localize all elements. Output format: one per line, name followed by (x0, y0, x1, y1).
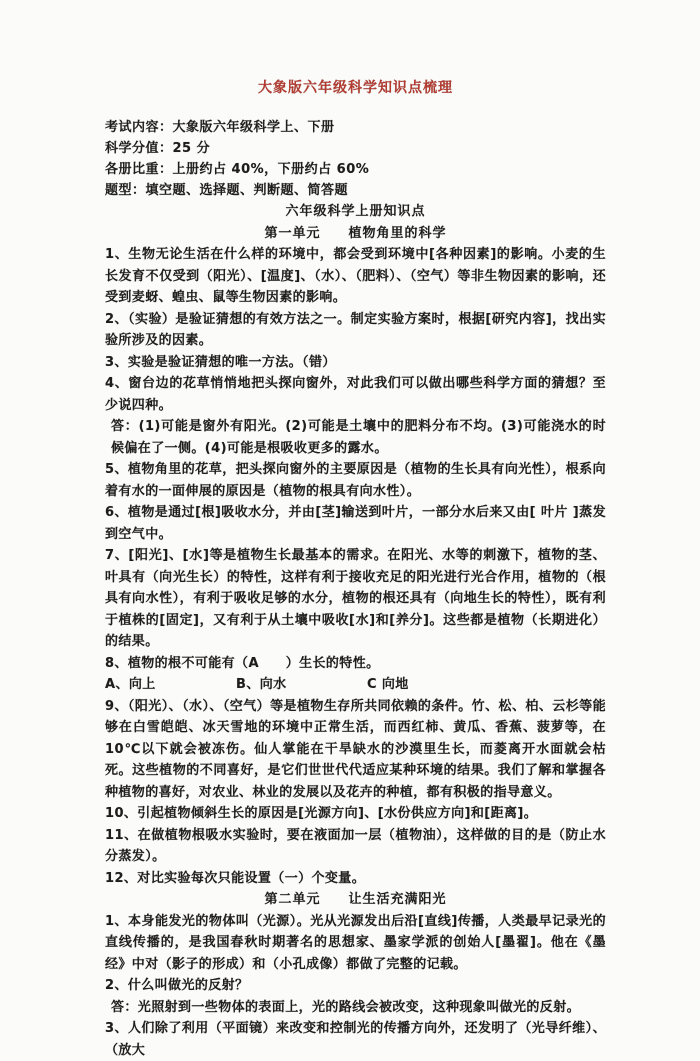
knowledge-point-paragraph: 12、对比实验每次只能设置（一）个变量。 (105, 870, 366, 886)
knowledge-point-paragraph: 1、本身能发光的物体叫（光源）。光从光源发出后沿[直线]传播，人类最早记录光的直线传播的，是我国春秋时期著名的思想家、墨家学派的创始人[墨翟]。他在《墨经》中对（影子的形成）和（小孔成像）都做了完整的记载。 (105, 913, 606, 972)
meta-line-question-types: 题型：填空题、选择题、判断题、简答题 (105, 183, 349, 198)
knowledge-point-paragraph: 11、在做植物根吸水实验时，要在液面加一层（植物油），这样做的目的是（防止水分蒸发）。 (105, 827, 606, 864)
knowledge-point-paragraph: 8、植物的根不可能有（A ）生长的特性。 (105, 655, 380, 671)
knowledge-point-paragraph: 9、（阳光）、（水）、（空气）等是植物生存所共同依赖的条件。竹、松、柏、云杉等能够在白雪皑皑、冰天雪地的环境中正常生活，而西红柿、黄瓜、香蕉、菠萝等，在 10℃以下就会被冻伤。仙人掌能在干旱缺水的沙漠里生长，而菱离开水面就会枯死。这些植物的不同喜好，是它们世世代代适应某种环境的结果。我们了解和掌握各种植物的喜好，对农业、林业的发展以及花卉的种植，都有积极的指导意义。 (105, 698, 606, 800)
knowledge-point-paragraph: 2、（实验）是验证猜想的有效方法之一。制定实验方案时，根据[研究内容]，找出实验所涉及的因素。 (105, 311, 606, 348)
knowledge-point-paragraph: 2、什么叫做光的反射？ (105, 978, 249, 993)
knowledge-point-paragraph: 1、生物无论生活在什么样的环境中，都会受到环境中[各种因素]的影响。小麦的生长发育不仅受到（阳光）、[温度]、（水）、（肥料）、（空气）等非生物因素的影响，还受到麦蚜、蝗虫、鼠等生物因素的影响。 (105, 247, 606, 305)
answer-line: 答：光照射到一些物体的表面上，光的路线会被改变，这种现象叫做光的反射。 (111, 999, 581, 1015)
section-heading: 六年级科学上册知识点 (285, 204, 426, 219)
meta-line-exam-content: 考试内容：大象版六年级科学上、下册 (105, 120, 335, 135)
knowledge-point-paragraph: 3、实验是验证猜想的唯一方法。（错） (105, 354, 336, 370)
knowledge-point-paragraph: 5、植物角里的花草，把头探向窗外的主要原因是（植物的生长具有向光性），根系向着有水的一面伸展的原因是（植物的根具有向水性）。 (105, 462, 606, 499)
section-heading: 第二单元 让生活充满阳光 (264, 892, 447, 907)
knowledge-point-paragraph: 10、引起植物倾斜生长的原因是[光源方向]、[水份供应方向]和[距离]。 (105, 806, 538, 821)
knowledge-point-paragraph: 7、[阳光]、[水]等是植物生长最基本的需求。在阳光、水等的刺激下，植物的茎、叶具有（向光生长）的特性，这样有利于接收充足的阳光进行光合作用，植物的（根具有向水性），有利于吸收足够的水分，植物的根还具有（向地生长的特性），既有利于植株的[固定]，又有利于从土壤中吸收[水]和[养分]。这些都是植物（长期进化）的结果。 (105, 548, 606, 649)
section-heading: 第一单元 植物角里的科学 (264, 225, 447, 241)
answer-line: 答：(1)可能是窗外有阳光。(2)可能是土壤中的肥料分布不均。(3)可能浇水的时候偏在了一侧。(4)可能是根吸收更多的露水。 (111, 419, 606, 456)
knowledge-point-paragraph: 3、人们除了利用（平面镜）来改变和控制光的传播方向外，还发明了（光导纤维）、（放大 (105, 1021, 606, 1058)
document-title: 大象版六年级科学知识点梳理 (258, 80, 453, 96)
meta-line-weighting: 各册比重：上册约占 40%，下册约占 60% (105, 162, 370, 177)
options-line: A、向上 B、向水 C 向地 (105, 677, 409, 692)
knowledge-point-paragraph: 6、植物是通过[根]吸收水分，并由[茎]输送到叶片，一部分水后来又由[ 叶片 ]蒸发到空气中。 (105, 505, 606, 542)
knowledge-point-paragraph: 4、窗台边的花草悄悄地把头探向窗外，对此我们可以做出哪些科学方面的猜想？至少说四种。 (105, 376, 606, 413)
exam-meta-block (105, 117, 606, 201)
meta-line-score: 科学分值：25 分 (105, 141, 211, 156)
document-body (105, 201, 606, 1061)
